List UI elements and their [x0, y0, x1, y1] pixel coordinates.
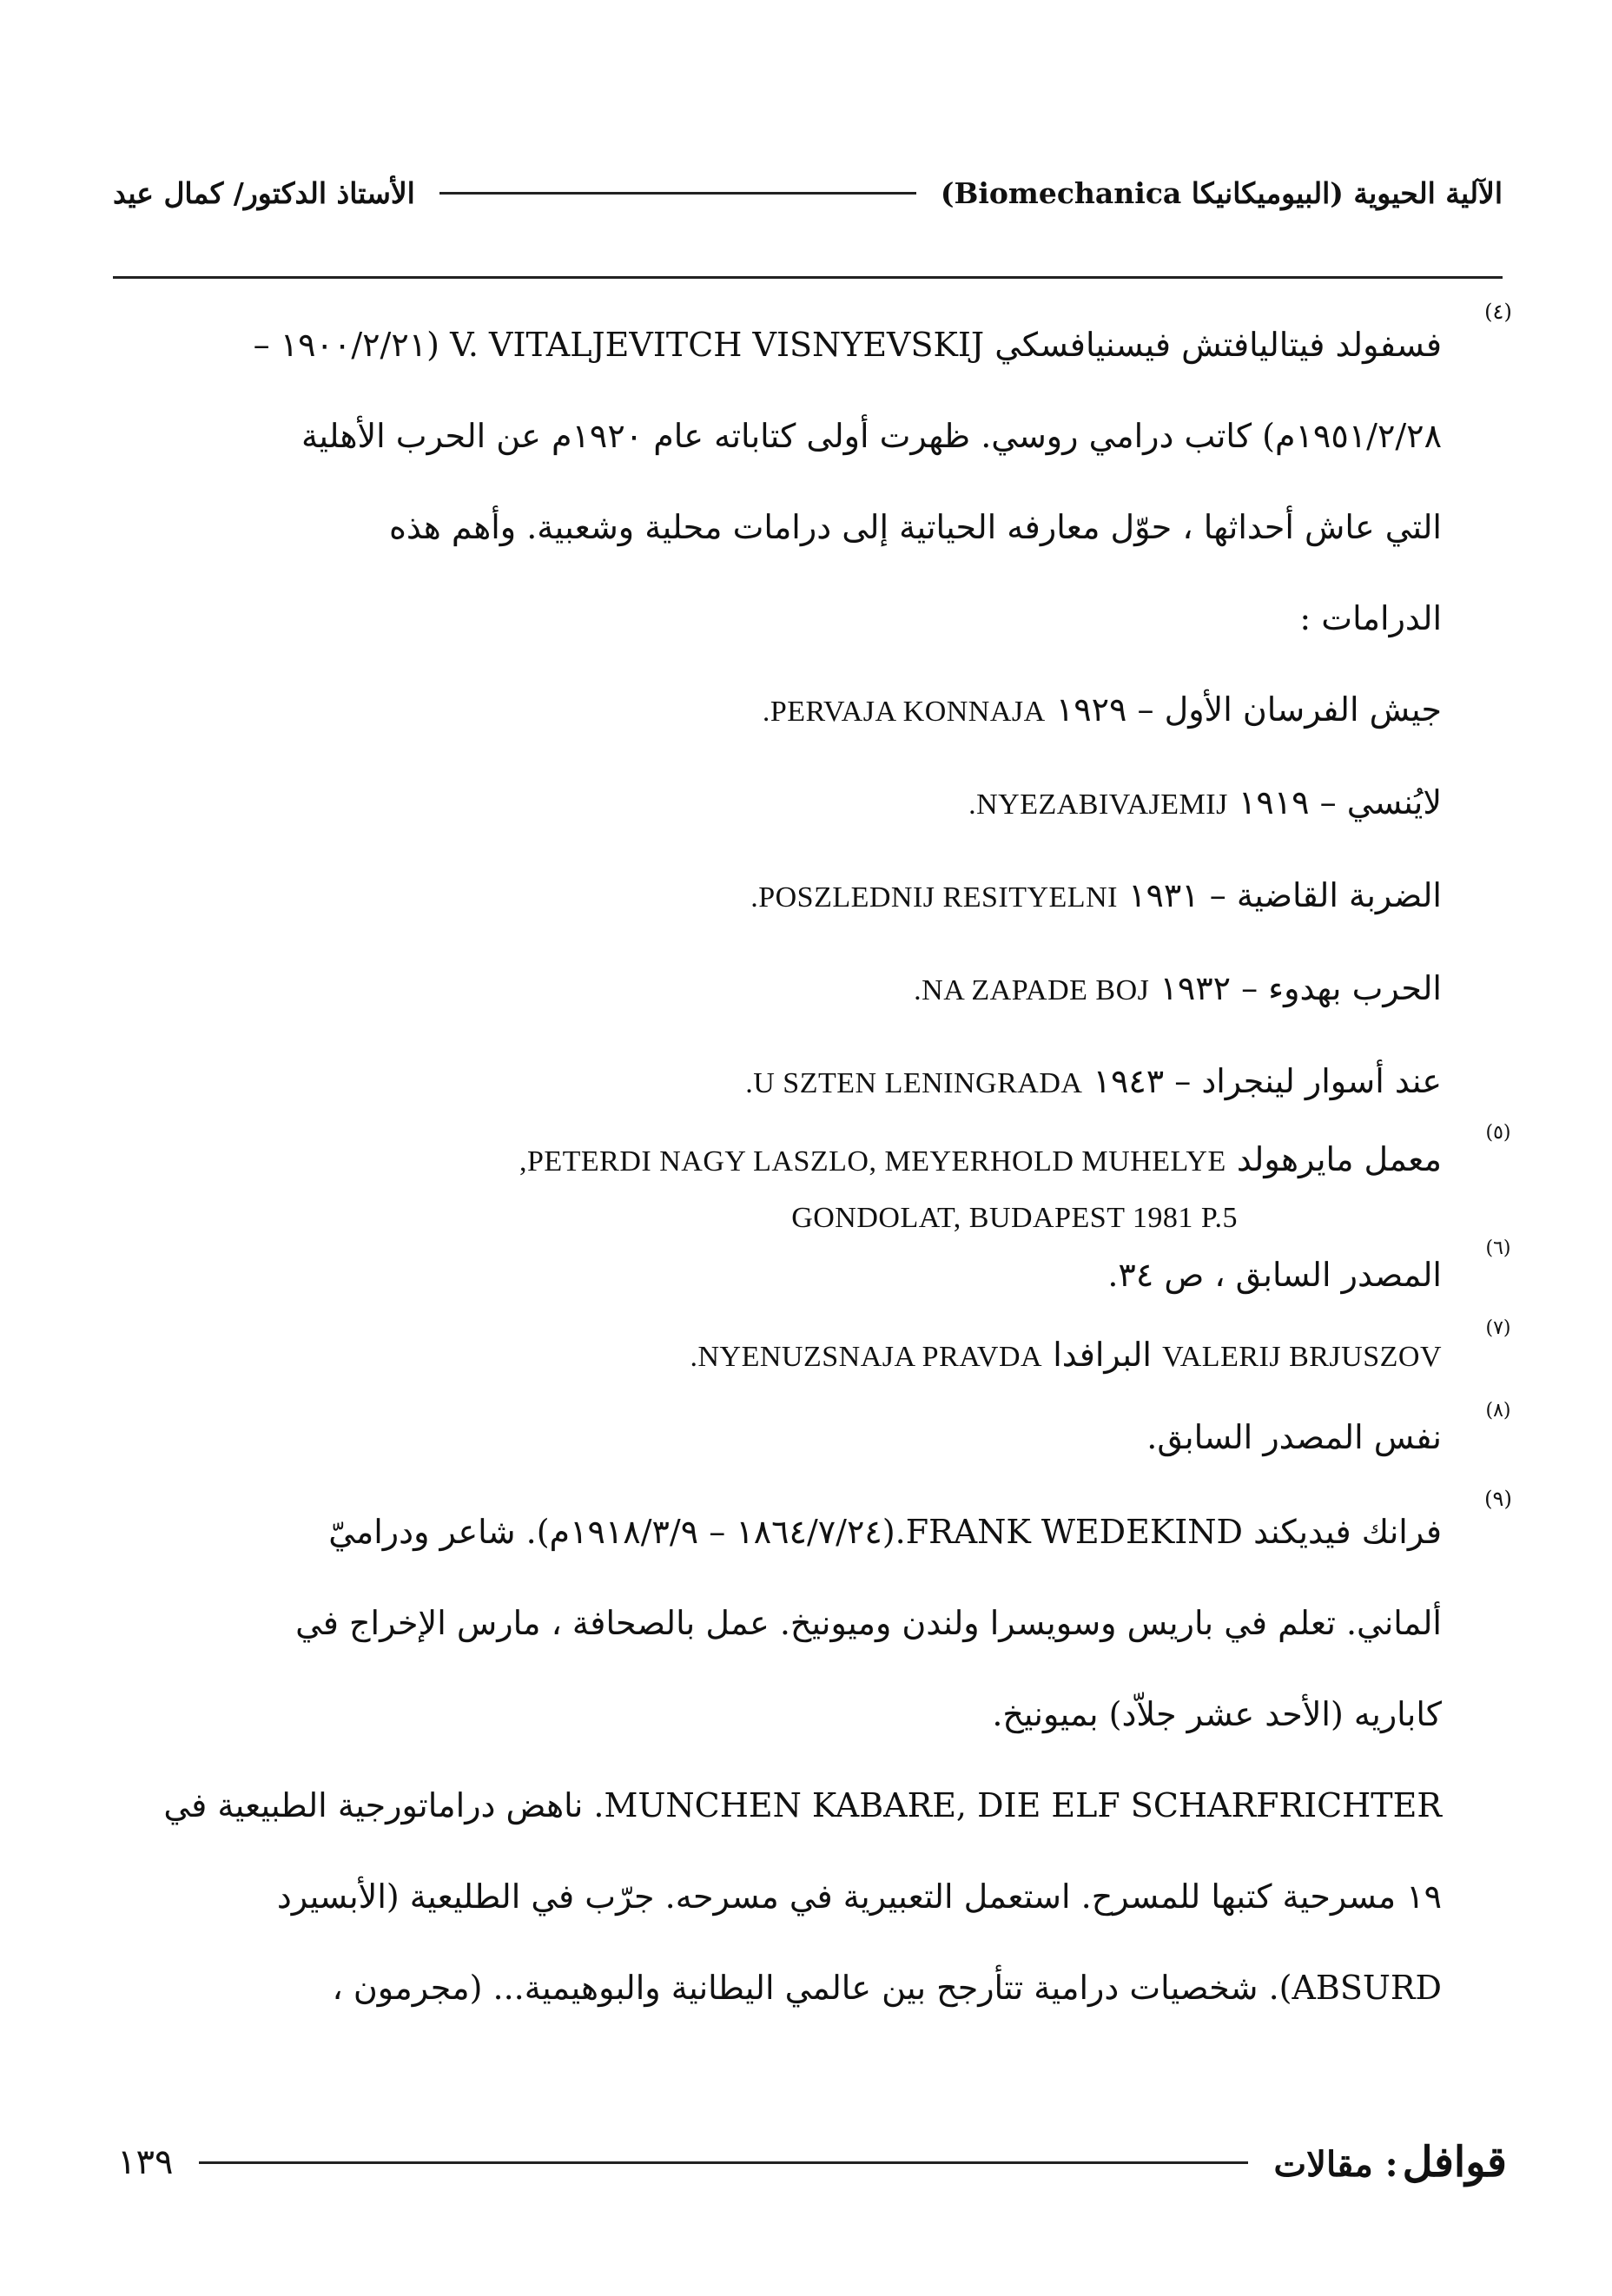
drama-list: [122, 664, 1442, 1129]
drama-item: [122, 664, 1442, 757]
reference-latin: VALERIJ BRJUSZOV: [1162, 1341, 1442, 1373]
header-dash-line: [439, 192, 916, 195]
page-footer: [117, 2128, 1507, 2197]
header-title: الآلية الحيوية (البيوميكانيكا Biomechanica): [940, 175, 1503, 210]
footnotes-body: [122, 300, 1524, 2034]
drama-latin-title: NA ZAPADE BOJ.: [914, 974, 1150, 1006]
footnote-number: (٦): [1485, 1237, 1511, 1259]
drama-item: [122, 1036, 1442, 1129]
reference-latin: NYENUZSNAJA PRAVDA.: [690, 1341, 1043, 1373]
footnote-line: [122, 1129, 1442, 1192]
drama-arabic-title: لايُنسي – ١٩١٩: [1238, 783, 1442, 821]
footnote-number: (٩): [1484, 1487, 1512, 1511]
footnote-6: [122, 1237, 1524, 1305]
drama-arabic-title: جيش الفرسان الأول – ١٩٢٩: [1055, 690, 1442, 729]
footnote-number: (٤): [1484, 300, 1512, 324]
drama-item: [122, 850, 1442, 943]
running-header: [113, 167, 1503, 219]
footnote-9: [122, 1487, 1524, 2034]
footnote-line: ١٩ مسرحية كتبها للمسرح. استعمل التعبيرية في مسرحه. جرّب في الطليعية (الأبسيرد: [276, 1877, 1442, 1916]
drama-arabic-title: الحرب بهدوء – ١٩٣٢: [1159, 969, 1442, 1007]
drama-arabic-title: الضربة القاضية – ١٩٣١: [1128, 876, 1442, 914]
footer-line: [199, 2161, 1247, 2164]
footnote-5: [122, 1122, 1524, 1244]
footnote-line: [122, 1324, 1442, 1388]
drama-latin-title: PERVAJA KONNAJA.: [762, 696, 1046, 728]
section-name: : مقالات: [1273, 2144, 1398, 2185]
footnote-line: MUNCHEN KABARE, DIE ELF SCHARFRICHTER. ناهض دراماتورجية الطبيعية في: [163, 1786, 1442, 1824]
footnote-line: التي عاش أحداثها ، حوّل معارفه الحياتية إلى درامات محلية وشعبية. وأهم هذه: [388, 508, 1442, 546]
drama-item: [122, 943, 1442, 1036]
footnote-7: [122, 1317, 1524, 1388]
footnote-line: ABSURD). شخصيات درامية تتأرجح بين عالمي اليطانية والبوهيمية... (مجرمون ،: [332, 1969, 1442, 2007]
footnote-4: [122, 300, 1524, 1129]
header-rule: [113, 276, 1503, 279]
footnote-line: الدرامات :: [1299, 599, 1442, 637]
footnote-line: المصدر السابق ، ص ٣٤.: [1107, 1256, 1442, 1294]
footnote-line: ١٩٥١/٢/٢٨م) كاتب درامي روسي. ظهرت أولى كتاباته عام ١٩٢٠م عن الحرب الأهلية: [301, 417, 1442, 455]
reference-latin-continued: GONDOLAT, BUDAPEST 1981 P.5: [791, 1202, 1238, 1234]
drama-latin-title: POSZLEDNIJ RESITYELNI.: [750, 881, 1118, 914]
header-author: الأستاذ الدكتور/ كمال عيد: [113, 175, 415, 210]
footer-journal: [1274, 2138, 1507, 2187]
footnote-line: نفس المصدر السابق.: [1146, 1418, 1442, 1456]
drama-arabic-title: عند أسوار لينجراد – ١٩٤٣: [1093, 1062, 1442, 1100]
drama-item: [122, 757, 1442, 850]
footnote-line: ألماني. تعلم في باريس وسويسرا ولندن وميونيخ. عمل بالصحافة ، مارس الإخراج في: [295, 1604, 1442, 1642]
reference-arabic: معمل مايرهولد: [1236, 1140, 1442, 1178]
reference-latin: PETERDI NAGY LASZLO, MEYERHOLD MUHELYE,: [519, 1145, 1226, 1178]
footnote-line: فسفولد فيتاليافتش فيسنيافسكي V. VITALJEVITCH VISNYEVSKIJ (١٩٠٠/٢/٢١ –: [253, 326, 1442, 364]
footnote-number: (٥): [1485, 1122, 1511, 1144]
footnote-8: [122, 1400, 1524, 1468]
footnote-number: (٧): [1485, 1317, 1511, 1339]
page-number: ١٣٩: [117, 2142, 174, 2182]
footnote-line: فرانك فيديكند FRANK WEDEKIND.(١٨٦٤/٧/٢٤ – ١٩١٨/٣/٩م). شاعر ودراميّ: [328, 1513, 1442, 1551]
drama-latin-title: U SZTEN LENINGRADA.: [745, 1067, 1083, 1099]
drama-latin-title: NYEZABIVAJEMIJ.: [968, 788, 1228, 821]
journal-name: قوافل: [1402, 2138, 1507, 2187]
footnote-line: كاباريه (الأحد عشر جلاّد) بميونيخ.: [992, 1695, 1442, 1733]
footnote-number: (٨): [1485, 1400, 1511, 1422]
reference-arabic: البرافدا: [1053, 1336, 1152, 1374]
